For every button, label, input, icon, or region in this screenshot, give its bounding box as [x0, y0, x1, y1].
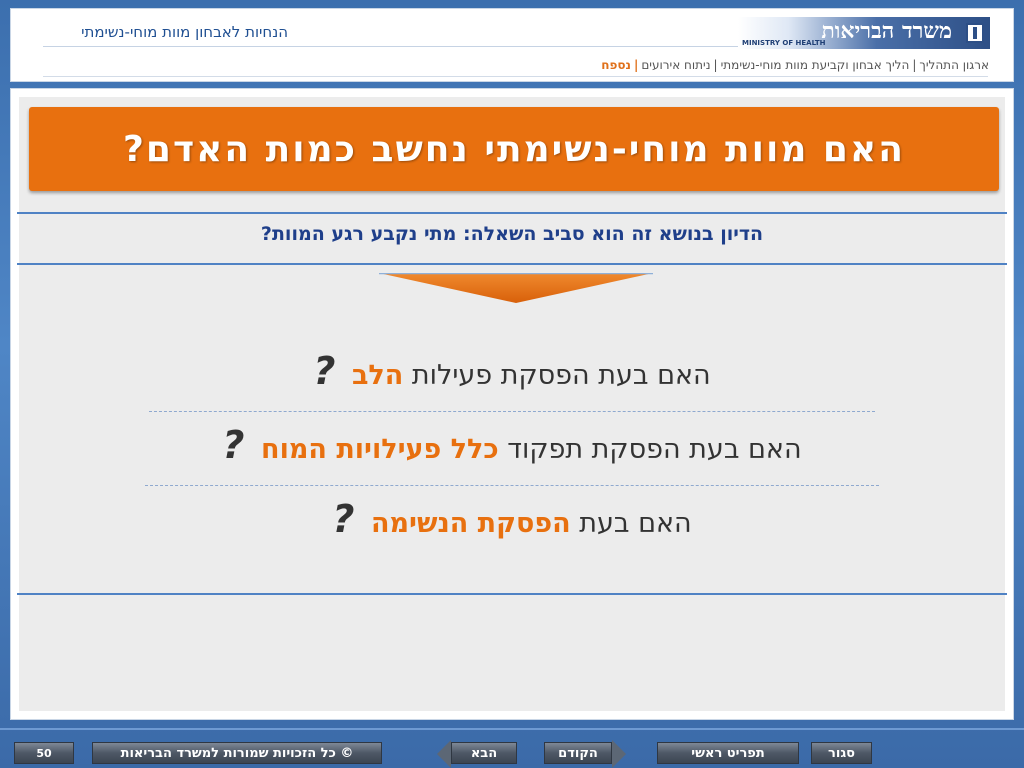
slide-title-bar: [29, 107, 999, 191]
breadcrumb-item-appendix[interactable]: נספח: [601, 58, 631, 72]
close-button[interactable]: סגור: [811, 742, 872, 764]
subtitle-bottom-rule: [17, 263, 1007, 265]
previous-button[interactable]: הקודם: [544, 742, 612, 764]
breadcrumb-item-process[interactable]: ארגון התהליך: [919, 58, 989, 72]
breadcrumb-separator: |: [633, 58, 639, 72]
arrow-down-icon: [379, 273, 653, 303]
question-brain: [19, 423, 1005, 467]
breadcrumb-separator: |: [713, 58, 718, 72]
question-highlight: הפסקת הנשימה: [370, 508, 571, 539]
question-breathing: [19, 497, 1005, 541]
subtitle-top-rule: [17, 212, 1007, 214]
arrow-left-icon[interactable]: [437, 740, 451, 768]
question-highlight: הלב: [351, 360, 404, 391]
slide-content: [19, 97, 1005, 711]
ministry-logo: [738, 17, 990, 49]
slide-title: האם מוות מוחי-נשימתי נחשב כמות האדם?: [123, 128, 905, 170]
site-header: [10, 8, 1014, 82]
emblem-icon: [966, 23, 984, 43]
question-text: האם בעת הפסקת תפקוד: [507, 434, 802, 465]
main-menu-button[interactable]: תפריט ראשי: [657, 742, 799, 764]
logo-english-text: MINISTRY OF HEALTH: [742, 39, 826, 47]
question-mark: ?: [313, 349, 336, 393]
question-mark: ?: [222, 423, 245, 467]
site-title: הנחיות לאבחון מוות מוחי-נשימתי: [81, 23, 288, 41]
dashed-divider: [149, 411, 875, 412]
question-heart: [19, 349, 1005, 393]
copyright-notice: © כל הזכויות שמורות למשרד הבריאות: [92, 742, 382, 764]
question-highlight: כלל פעילויות המוח: [261, 434, 499, 465]
page-number: 50: [14, 742, 74, 764]
dashed-divider: [145, 485, 879, 486]
slide-subtitle: הדיון בנושא זה הוא סביב השאלה: מתי נקבע רגע המוות?: [260, 223, 764, 245]
logo-hebrew-text: משרד הבריאות: [821, 18, 952, 44]
next-button[interactable]: הבא: [451, 742, 517, 764]
slide-frame: [10, 88, 1014, 720]
slide-bottom-rule: [17, 593, 1007, 595]
question-text: האם בעת הפסקת פעילות: [411, 360, 711, 391]
footer-divider: [0, 728, 1024, 730]
question-mark: ?: [332, 497, 355, 541]
arrow-right-icon[interactable]: [612, 740, 626, 768]
header-divider-bottom: [43, 76, 988, 77]
breadcrumb-separator: |: [912, 58, 917, 72]
breadcrumb: [601, 58, 989, 72]
breadcrumb-item-diagnosis[interactable]: הליך אבחון וקביעת מוות מוחי-נשימתי: [720, 58, 910, 72]
breadcrumb-item-analysis[interactable]: ניתוח אירועים: [641, 58, 711, 72]
question-text: האם בעת: [579, 508, 692, 539]
